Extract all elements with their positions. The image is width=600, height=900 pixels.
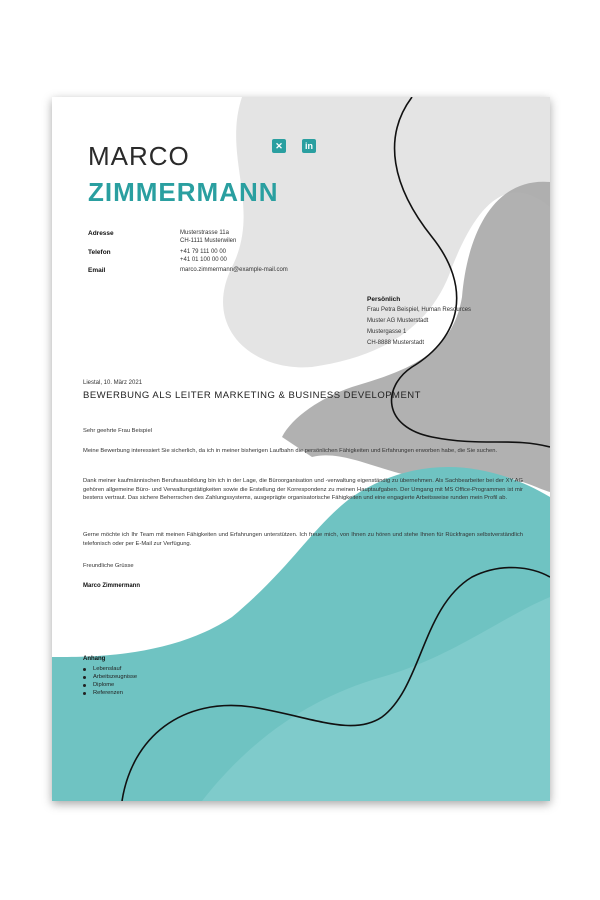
email-value[interactable]: marco.zimmermann@example-mail.com [180, 267, 288, 273]
attachment-item: Referenzen [81, 689, 137, 697]
address-label: Adresse [88, 230, 114, 237]
paragraph-2: Dank meiner kaufmännischen Berufsausbildung bin ich in der Lage, die Büroorganisation und -verwaltung eigenständig zu übernehmen. Als Sachbearbeiter bei der XY AG gehören allgemeine Büro- und Verwaltungstätigkeiten sowie die Erstellung der Korrespondenz zu meinen Hauptaufgaben. Der Umgang mit MS Office-Programmen ist mir bestens vertraut. Das sichere Beherrschen des Zahlungssystems, ausgeprägte organisatorische Fähigkeiten und eine engagierte Arbeitsweise runden mein Profil ab. [83, 478, 523, 501]
address-line2: CH-1111 Musterwilen [180, 238, 237, 244]
phone-label: Telefon [88, 249, 111, 256]
address-line1: Musterstrasse 11a [180, 230, 229, 236]
closing: Freundliche Grüsse [83, 563, 134, 569]
recipient-line3: Mustergasse 1 [367, 329, 407, 335]
attachment-item: Diplome [81, 681, 137, 689]
linkedin-icon-text: in [305, 141, 313, 151]
signature-name: Marco Zimmermann [83, 583, 141, 589]
linkedin-icon[interactable] [302, 139, 316, 153]
xing-icon[interactable]: ✕ [272, 139, 286, 153]
cover-letter-page [52, 97, 550, 801]
first-name: MARCO [88, 141, 190, 171]
last-name: ZIMMERMANN [88, 177, 279, 207]
paragraph-1: Meine Bewerbung interessiert Sie sicherlich, da ich in meiner bisherigen Laufbahn die persönlichen Fähigkeiten und Erfahrungen erworben habe, die Sie suchen. [83, 448, 498, 454]
recipient-line4: CH-8888 Musterstadt [367, 340, 425, 346]
phone-1: +41 79 111 00 00 [180, 249, 226, 255]
attachment-item: Arbeitszeugnisse [81, 673, 137, 681]
attachment-item: Lebenslauf [81, 665, 137, 673]
salutation: Sehr geehrte Frau Beispiel [83, 428, 152, 434]
letter-date: Liestal, 10. März 2021 [83, 380, 143, 386]
email-label: Email [88, 267, 106, 274]
recipient-line1: Frau Petra Beispiel, Human Resources [367, 307, 472, 313]
phone-2: +41 01 100 00 00 [180, 257, 227, 263]
recipient-label: Persönlich [367, 296, 401, 303]
recipient-line2: Muster AG Musterstadt [367, 318, 429, 324]
attachments-label: Anhang [83, 656, 106, 662]
letter-subject: BEWERBUNG ALS LEITER MARKETING & BUSINESS DEVELOPMENT [83, 390, 421, 401]
attachments-list [81, 665, 137, 697]
paragraph-3: Gerne möchte ich Ihr Team mit meinen Fähigkeiten und Erfahrungen unterstützen. Ich freue mich, von Ihnen zu hören und stehe Ihnen für Rückfragen selbstverständlich telefonisch oder per E-Mail zur Verfügung. [83, 532, 523, 547]
